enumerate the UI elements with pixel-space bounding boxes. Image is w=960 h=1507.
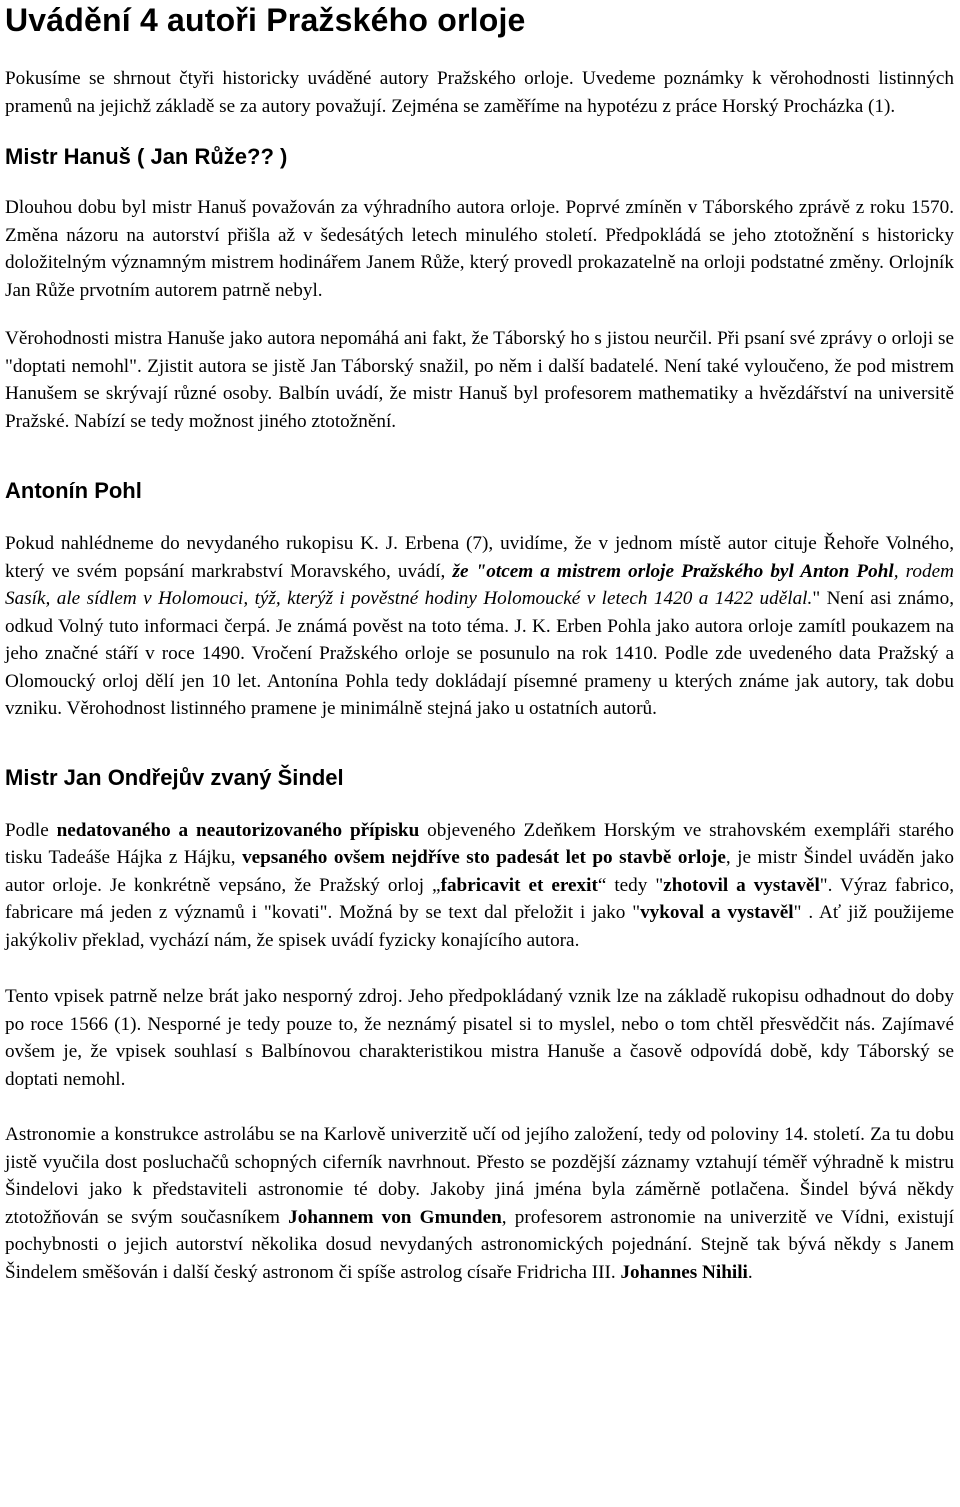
hanus-paragraph-1: Dlouhou dobu byl mistr Hanuš považován za výhradního autora orloje. Poprvé zmíněn v Táborského zprávě z roku 1570. Změna názoru na autorství přišla až v šedesátých letech minulého století. Předpokládá se jeho ztotožnění s historicky doložitelným významným mistrem hodinářem Janem Růže, který provedl prokazatelně na orloji podstatné změny. Orlojník Jan Růže prvotním autorem patrně nebyl.: [5, 197, 954, 301]
text-run: " . Ať již použijeme jakýkoliv překlad, vychází nám, že spisek uvádí fyzicky konajícího autora.: [5, 902, 954, 951]
intro-paragraph: Pokusíme se shrnout čtyři historicky uváděné autory Pražského orloje. Uvedeme poznámky k věrohodnosti listinných pramenů na jejichž základě se za autory považují. Zejména se zaměříme na hypotézu z práce Horský Procházka (1).: [5, 68, 954, 117]
sindel-paragraph-3: [5, 1121, 954, 1286]
text-run: ". Výraz fabrico, fabricare má jeden z významů i "kovati". Možná by se text dal přeložit i jako ": [5, 874, 954, 923]
bold-text-run: nedatovaného a neautorizovaného přípisku: [56, 819, 420, 841]
sindel-paragraph-1: [5, 817, 954, 955]
sindel-paragraph-2: Tento vpisek patrně nelze brát jako nesporný zdroj. Jeho předpokládaný vznik lze na základě rukopisu odhadnout do doby po roce 1566 (1). Nesporné je tedy pouze to, že neznámý pisatel si to myslel, nebo o tom chtěl přesvědčit nás. Zajímavé ovšem je, že vpisek souhlasí s Balbínovou charakteristikou mistra Hanuše a časově odpovídá době, kdy Táborský se doptati nemohl.: [5, 986, 954, 1090]
section-heading-sindel: Mistr Jan Ondřejův zvaný Šindel: [5, 764, 344, 790]
pohl-paragraph: [5, 530, 954, 723]
document-page: [0, 2, 960, 1286]
text-run: , je mistr Šindel uváděn jako autor orloje. Je konkrétně vepsáno, že Pražský orloj „: [5, 847, 954, 896]
pohl-text-start: Pokud nahlédneme do nevydaného rukopisu K. J. Erbena (7), uvidíme, že v jednom místě autor cituje Řehoře Volného, který ve svém popsání markrabství Moravského, uvádí,: [5, 533, 954, 582]
text-run: , profesorem astronomie na univerzitě ve Vídni, existují pochybnosti o jejich autorství několika dosud nevydaných astronomických pojednání. Stejně tak bývá někdy s Janem Šindelem směšován i další český astronom či spíše astrolog císaře Fridricha III.: [5, 1206, 955, 1283]
pohl-quote-italic: , rodem Sasík, ale sídlem v Holomouci, týž, kterýž i pověstné hodiny Holomoucké v letech 1420 a 1422 udělal.: [5, 560, 954, 609]
bold-text-run: vykoval a vystavěl: [640, 902, 794, 923]
hanus-paragraph-2: Věrohodnosti mistra Hanuše jako autora nepomáhá ani fakt, že Táborský ho s jistou neurčil. Při psaní své zprávy o orloji se "doptati nemohl". Zjistit autora se jistě Jan Táborský snažil, po něm i další badatelé. Není také vyloučeno, že pod mistrem Hanušem se skrývají různé osoby. Balbín uvádí, že mistr Hanuš byl profesorem mathematiky a hvězdářství na universitě Pražské. Nabízí se tedy možnost jiného ztotožnění.: [5, 328, 954, 432]
section-heading-hanus: Mistr Hanuš ( Jan Růže?? ): [5, 144, 288, 169]
bold-text-run: vepsaného ovšem nejdříve sto padesát let po stavbě orloje: [242, 847, 726, 868]
bold-text-run: Johannem von Gmunden: [288, 1206, 502, 1228]
page-title: Uvádění 4 autoři Pražského orloje: [5, 2, 526, 38]
text-run: Podle: [5, 819, 57, 841]
text-run: .: [747, 1261, 753, 1283]
section-heading-pohl: Antonín Pohl: [5, 478, 142, 503]
pohl-quote-bold: že "otcem a mistrem orloje Pražského byl Anton Pohl: [452, 560, 894, 582]
bold-text-run: Johannes Nihili: [620, 1261, 748, 1283]
text-run: Astronomie a konstrukce astrolábu se na Karlově univerzitě učí od jejího založení, tedy od poloviny 14. století. Za tu dobu jistě vyučila dost posluchačů schopných ciferník navrhnout. Přesto se pozdější záznamy vztahují téměř výhradně k mistru Šindelovi jako k představiteli astronomie té doby. Jakoby jiná jména byla záměrně potlačena. Šindel bývá někdy ztotožňován se svým současníkem: [5, 1124, 954, 1228]
pohl-text-end: " Není asi známo, odkud Volný tuto informaci čerpá. Je známá pověst na toto téma. J. K. Erben Pohla jako autora orloje zamítl poukazem na jeho značné stáří v roce 1490. Vročení Pražského orloje se posunulo na rok 1410. Podle zde uvedeného data Pražský a Olomoucký orloj dělí jen 10 let. Antonína Pohla tedy dokládají písemné prameny u kterých známe jak autory, tak dobu vzniku. Věrohodnost listinného pramene je minimálně stejná jako u ostatních autorů.: [5, 588, 954, 719]
bold-text-run: fabricavit et erexit: [440, 874, 598, 896]
bold-text-run: zhotovil a vystavěl: [663, 874, 820, 896]
text-run: “ tedy ": [597, 874, 664, 896]
text-run: objeveného Zdeňkem Horským ve strahovském exempláři starého tisku Tadeáše Hájka z Hájku,: [5, 819, 954, 868]
